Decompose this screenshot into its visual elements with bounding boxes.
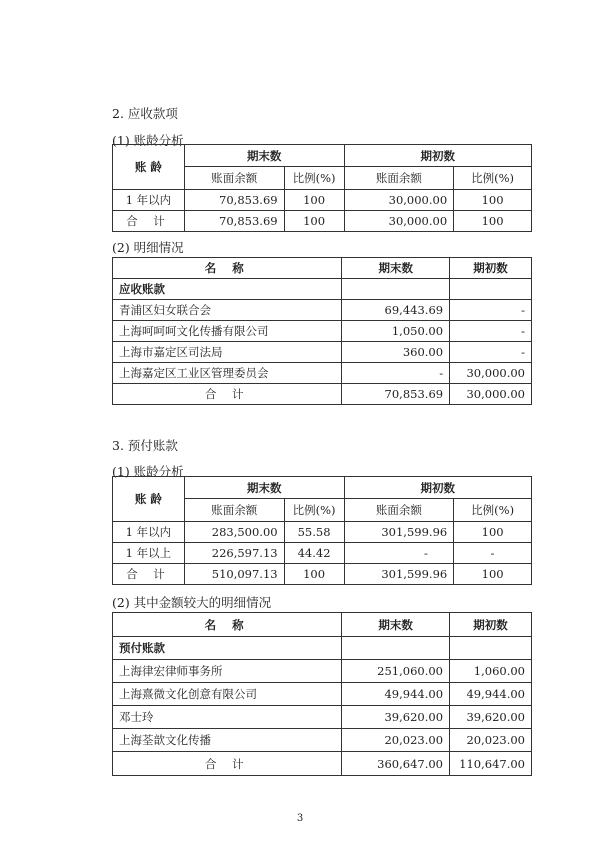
table-row	[113, 706, 532, 729]
cell-end: 360.00	[342, 342, 450, 363]
category-row	[113, 279, 532, 300]
header-begin: 期初数	[344, 477, 531, 499]
cell-total-label: 合 计	[113, 384, 342, 405]
table-row	[113, 543, 532, 564]
header-name: 名 称	[113, 258, 342, 279]
cell-end: 20,023.00	[342, 729, 450, 752]
empty-cell	[342, 279, 450, 300]
cell-begin-balance: 30,000.00	[344, 190, 454, 211]
cell-begin-ratio: 100	[454, 211, 532, 232]
cell-begin: 39,620.00	[450, 706, 532, 729]
total-row	[113, 752, 532, 776]
table-row	[113, 660, 532, 683]
cell-end-ratio: 55.58	[284, 522, 344, 543]
table-row	[113, 300, 532, 321]
category-row	[113, 637, 532, 660]
page-number: 3	[296, 813, 304, 824]
cell-begin: 30,000.00	[450, 384, 532, 405]
cell-end-ratio: 100	[284, 190, 344, 211]
category-label: 预付账款	[113, 637, 342, 660]
cell-begin-ratio: 100	[454, 564, 532, 585]
header-end-balance: 账面余额	[184, 499, 284, 522]
category-label: 应收账款	[113, 279, 342, 300]
table-row	[113, 683, 532, 706]
cell-begin-balance: 301,599.96	[344, 564, 454, 585]
prepayments-aging-table	[112, 476, 532, 585]
cell-name: 上海市嘉定区司法局	[113, 342, 342, 363]
section-heading: 3. 预付账款	[112, 438, 178, 453]
table-row	[113, 363, 532, 384]
header-end-ratio: 比例(%)	[284, 167, 344, 190]
subsection-heading: (1) 账龄分析	[112, 464, 184, 479]
cell-begin-ratio: 100	[454, 190, 532, 211]
cell-end: 69,443.69	[342, 300, 450, 321]
table-row	[113, 321, 532, 342]
cell-end: 251,060.00	[342, 660, 450, 683]
cell-end-balance: 70,853.69	[184, 190, 284, 211]
cell-name: 上海律宏律师事务所	[113, 660, 342, 683]
cell-end-ratio: 44.42	[284, 543, 344, 564]
header-end: 期末数	[342, 613, 450, 637]
cell-name: 邓士玲	[113, 706, 342, 729]
cell-end-balance: 283,500.00	[184, 522, 284, 543]
cell-begin-balance: 301,599.96	[344, 522, 454, 543]
cell-begin-ratio: -	[454, 543, 532, 564]
cell-name: 上海嘉定区工业区管理委员会	[113, 363, 342, 384]
cell-begin: -	[450, 342, 532, 363]
header-end: 期末数	[184, 145, 344, 167]
cell-begin: 49,944.00	[450, 683, 532, 706]
cell-total-label: 合 计	[113, 211, 185, 232]
header-end: 期末数	[342, 258, 450, 279]
header-end-ratio: 比例(%)	[284, 499, 344, 522]
cell-begin: -	[450, 321, 532, 342]
header-age: 账 龄	[113, 145, 185, 190]
cell-end: 70,853.69	[342, 384, 450, 405]
header-begin-balance: 账面余额	[344, 499, 454, 522]
header-name: 名 称	[113, 613, 342, 637]
header-begin-ratio: 比例(%)	[454, 167, 532, 190]
cell-age: 1 年以内	[113, 522, 185, 543]
prepayments-detail-table	[112, 612, 532, 776]
header-begin-ratio: 比例(%)	[454, 499, 532, 522]
cell-end: 49,944.00	[342, 683, 450, 706]
cell-end: 360,647.00	[342, 752, 450, 776]
cell-end-balance: 226,597.13	[184, 543, 284, 564]
receivables-detail-table	[112, 257, 532, 405]
cell-name: 上海呵呵呵文化传播有限公司	[113, 321, 342, 342]
cell-begin: 1,060.00	[450, 660, 532, 683]
header-end: 期末数	[184, 477, 344, 499]
cell-end-ratio: 100	[284, 564, 344, 585]
total-row	[113, 564, 532, 585]
cell-name: 青浦区妇女联合会	[113, 300, 342, 321]
cell-name: 上海荃歆文化传播	[113, 729, 342, 752]
receivables-aging-table	[112, 144, 532, 232]
subsection-heading: (2) 明细情况	[112, 240, 184, 255]
cell-total-label: 合 计	[113, 564, 185, 585]
cell-age: 1 年以内	[113, 190, 185, 211]
empty-cell	[342, 637, 450, 660]
cell-begin: 20,023.00	[450, 729, 532, 752]
cell-age: 1 年以上	[113, 543, 185, 564]
empty-cell	[450, 637, 532, 660]
subsection-heading: (2) 其中金额较大的明细情况	[112, 595, 272, 610]
cell-begin-balance: 30,000.00	[344, 211, 454, 232]
cell-name: 上海熹微文化创意有限公司	[113, 683, 342, 706]
total-row	[113, 211, 532, 232]
cell-end-balance: 510,097.13	[184, 564, 284, 585]
subsection-heading: (1) 账龄分析	[112, 133, 184, 148]
cell-begin-ratio: 100	[454, 522, 532, 543]
cell-begin: 30,000.00	[450, 363, 532, 384]
empty-cell	[450, 279, 532, 300]
table-row	[113, 522, 532, 543]
table-row	[113, 729, 532, 752]
header-begin: 期初数	[450, 258, 532, 279]
header-end-balance: 账面余额	[184, 167, 284, 190]
section-heading: 2. 应收款项	[112, 106, 178, 121]
table-row	[113, 190, 532, 211]
header-begin: 期初数	[450, 613, 532, 637]
cell-begin: -	[450, 300, 532, 321]
cell-end: 1,050.00	[342, 321, 450, 342]
header-begin: 期初数	[344, 145, 531, 167]
cell-begin-balance: -	[344, 543, 454, 564]
header-begin-balance: 账面余额	[344, 167, 454, 190]
cell-end-balance: 70,853.69	[184, 211, 284, 232]
cell-begin: 110,647.00	[450, 752, 532, 776]
total-row	[113, 384, 532, 405]
cell-end: 39,620.00	[342, 706, 450, 729]
cell-total-label: 合 计	[113, 752, 342, 776]
cell-end: -	[342, 363, 450, 384]
header-age: 账 龄	[113, 477, 185, 522]
cell-end-ratio: 100	[284, 211, 344, 232]
table-row	[113, 342, 532, 363]
